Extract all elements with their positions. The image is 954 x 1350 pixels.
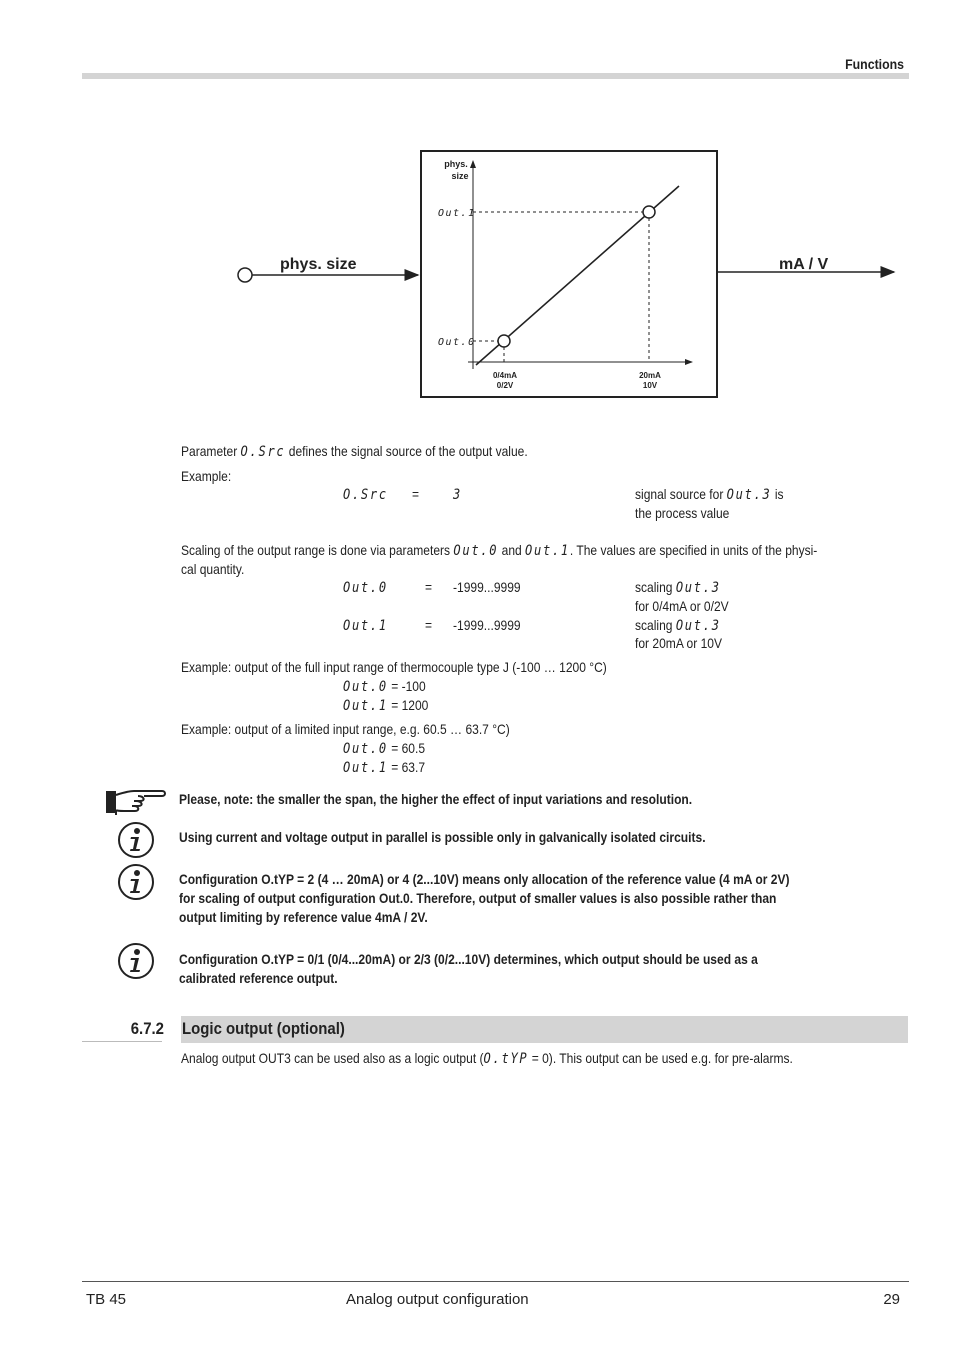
section-text bbox=[181, 1049, 793, 1069]
ex1-desc-code: Out.3 bbox=[726, 487, 772, 503]
row1-desc bbox=[635, 578, 721, 598]
ex1-desc-line2: the process value bbox=[635, 505, 730, 521]
ex2-line1 bbox=[343, 677, 426, 697]
scaling-description-line2: cal quantity. bbox=[181, 561, 245, 577]
row2-param-code: Out.1 bbox=[343, 618, 388, 634]
header-section-title: Functions bbox=[845, 56, 904, 72]
ex3-l1-val: = 60.5 bbox=[391, 740, 426, 756]
param-osrc-description bbox=[181, 442, 528, 462]
out1-point bbox=[643, 206, 655, 218]
info-icon bbox=[117, 863, 155, 901]
p2-code2: Out.1 bbox=[525, 543, 570, 559]
note-otyp-line1: Configuration O.tYP = 2 (4 … 20mA) or 4 (2...10V) means only allocation of the reference value (4 mA or 2V) bbox=[179, 871, 790, 887]
input-label: phys. size bbox=[280, 256, 357, 273]
section-number: 6.7.2 bbox=[130, 1019, 164, 1038]
note-otyp-config bbox=[179, 870, 901, 927]
row1-eq: = bbox=[425, 579, 433, 595]
note-ref-line1: Configuration O.tYP = 0/1 (0/4...20mA) or 2/3 (0/2...10V) determines, which output should be used as a bbox=[179, 951, 758, 967]
ex3-l1-code: Out.0 bbox=[343, 741, 388, 757]
note-reference-output bbox=[179, 950, 901, 988]
out1-axis-label: Out.1 bbox=[438, 208, 476, 219]
row2-desc-code: Out.3 bbox=[675, 618, 721, 634]
ex1-val bbox=[453, 485, 462, 505]
ex1-val-code: 3 bbox=[453, 487, 462, 503]
footer-chapter: Analog output configuration bbox=[346, 1291, 529, 1308]
row1-desc-prefix: scaling bbox=[635, 579, 673, 595]
p1-prefix: Parameter bbox=[181, 443, 238, 459]
row2-range: -1999...9999 bbox=[453, 617, 521, 633]
note-span: Please, note: the smaller the span, the higher the effect of input variations and resolution. bbox=[179, 791, 693, 807]
row1-desc-line2: for 0/4mA or 0/2V bbox=[635, 598, 729, 614]
x-high-label-1: 20mA bbox=[639, 371, 661, 380]
ex3-l2-code: Out.1 bbox=[343, 760, 388, 776]
ex2-l1-val: = -100 bbox=[391, 678, 426, 694]
y-axis-label-1: phys. bbox=[444, 159, 468, 169]
ex1-desc bbox=[635, 485, 784, 505]
y-axis-label-2: size bbox=[451, 171, 469, 181]
scaling-diagram bbox=[230, 145, 910, 405]
example-label: Example: bbox=[181, 468, 232, 484]
ex1-param-code: O.Src bbox=[343, 487, 388, 503]
x-low-label-1: 0/4mA bbox=[492, 371, 518, 380]
out0-point bbox=[498, 335, 510, 347]
note-otyp-line2: for scaling of output configuration Out.0. Therefore, output of smaller values is also possible rather than bbox=[179, 890, 777, 906]
p1-suffix: defines the signal source of the output value. bbox=[288, 443, 528, 459]
ex1-desc-prefix: signal source for bbox=[635, 486, 724, 502]
p2-and: and bbox=[501, 542, 522, 558]
note-ref-line2: calibrated reference output. bbox=[179, 970, 338, 986]
pointing-hand-icon bbox=[104, 787, 170, 819]
ex1-eq: = bbox=[412, 486, 420, 502]
x-high-label-2: 10V bbox=[642, 381, 658, 390]
section-text-b: = 0). This output can be used e.g. for pre-alarms. bbox=[528, 1050, 793, 1066]
p2-b: . The values are specified in units of the physi- bbox=[569, 542, 818, 558]
section-title: Logic output (optional) bbox=[182, 1019, 345, 1038]
ex3-line2 bbox=[343, 758, 425, 778]
row2-param bbox=[343, 616, 388, 636]
ex3-l2-val: = 63.7 bbox=[391, 759, 426, 775]
ex2-line2 bbox=[343, 696, 428, 716]
row1-param bbox=[343, 578, 388, 598]
row2-eq: = bbox=[425, 617, 433, 633]
row2-desc bbox=[635, 616, 721, 636]
ex2-l2-val: = 1200 bbox=[391, 697, 429, 713]
ex2-l2-code: Out.1 bbox=[343, 698, 388, 714]
row2-desc-prefix: scaling bbox=[635, 617, 673, 633]
header-bar bbox=[82, 73, 909, 79]
ex2-l1-code: Out.0 bbox=[343, 679, 388, 695]
page-number: 29 bbox=[883, 1291, 900, 1308]
ex1-param bbox=[343, 485, 388, 505]
info-icon bbox=[117, 942, 155, 980]
row1-param-code: Out.0 bbox=[343, 580, 388, 596]
example-full-range: Example: output of the full input range of thermocouple type J (-100 … 1200 °C) bbox=[181, 659, 607, 675]
row1-range: -1999...9999 bbox=[453, 579, 521, 595]
scaling-box bbox=[421, 151, 717, 397]
ex1-desc-suffix: is bbox=[774, 486, 784, 502]
row1-desc-code: Out.3 bbox=[675, 580, 721, 596]
x-low-label-2: 0/2V bbox=[496, 381, 514, 390]
p2-code1: Out.0 bbox=[453, 543, 499, 559]
section-number-rule bbox=[82, 1041, 162, 1042]
output-label: mA / V bbox=[779, 256, 829, 273]
scaling-description bbox=[181, 541, 817, 561]
info-icon bbox=[117, 821, 155, 859]
note-otyp-line3: output limiting by reference value 4mA / 2V. bbox=[179, 909, 428, 925]
p1-code: O.Src bbox=[240, 444, 286, 460]
example-limited-range: Example: output of a limited input range, e.g. 60.5 … 63.7 °C) bbox=[181, 721, 510, 737]
note-parallel-output: Using current and voltage output in parallel is possible only in galvanically isolated circuits. bbox=[179, 829, 706, 845]
footer-doc-id: TB 45 bbox=[86, 1291, 127, 1308]
row2-desc-line2: for 20mA or 10V bbox=[635, 635, 723, 651]
section-text-code: O.tYP bbox=[483, 1051, 529, 1067]
ex3-line1 bbox=[343, 739, 425, 759]
p2-a: Scaling of the output range is done via parameters bbox=[181, 542, 451, 558]
section-text-a: Analog output OUT3 can be used also as a logic output ( bbox=[181, 1050, 484, 1066]
footer-rule bbox=[82, 1281, 909, 1282]
input-terminal bbox=[238, 268, 252, 282]
out0-axis-label: Out.0 bbox=[438, 337, 476, 348]
